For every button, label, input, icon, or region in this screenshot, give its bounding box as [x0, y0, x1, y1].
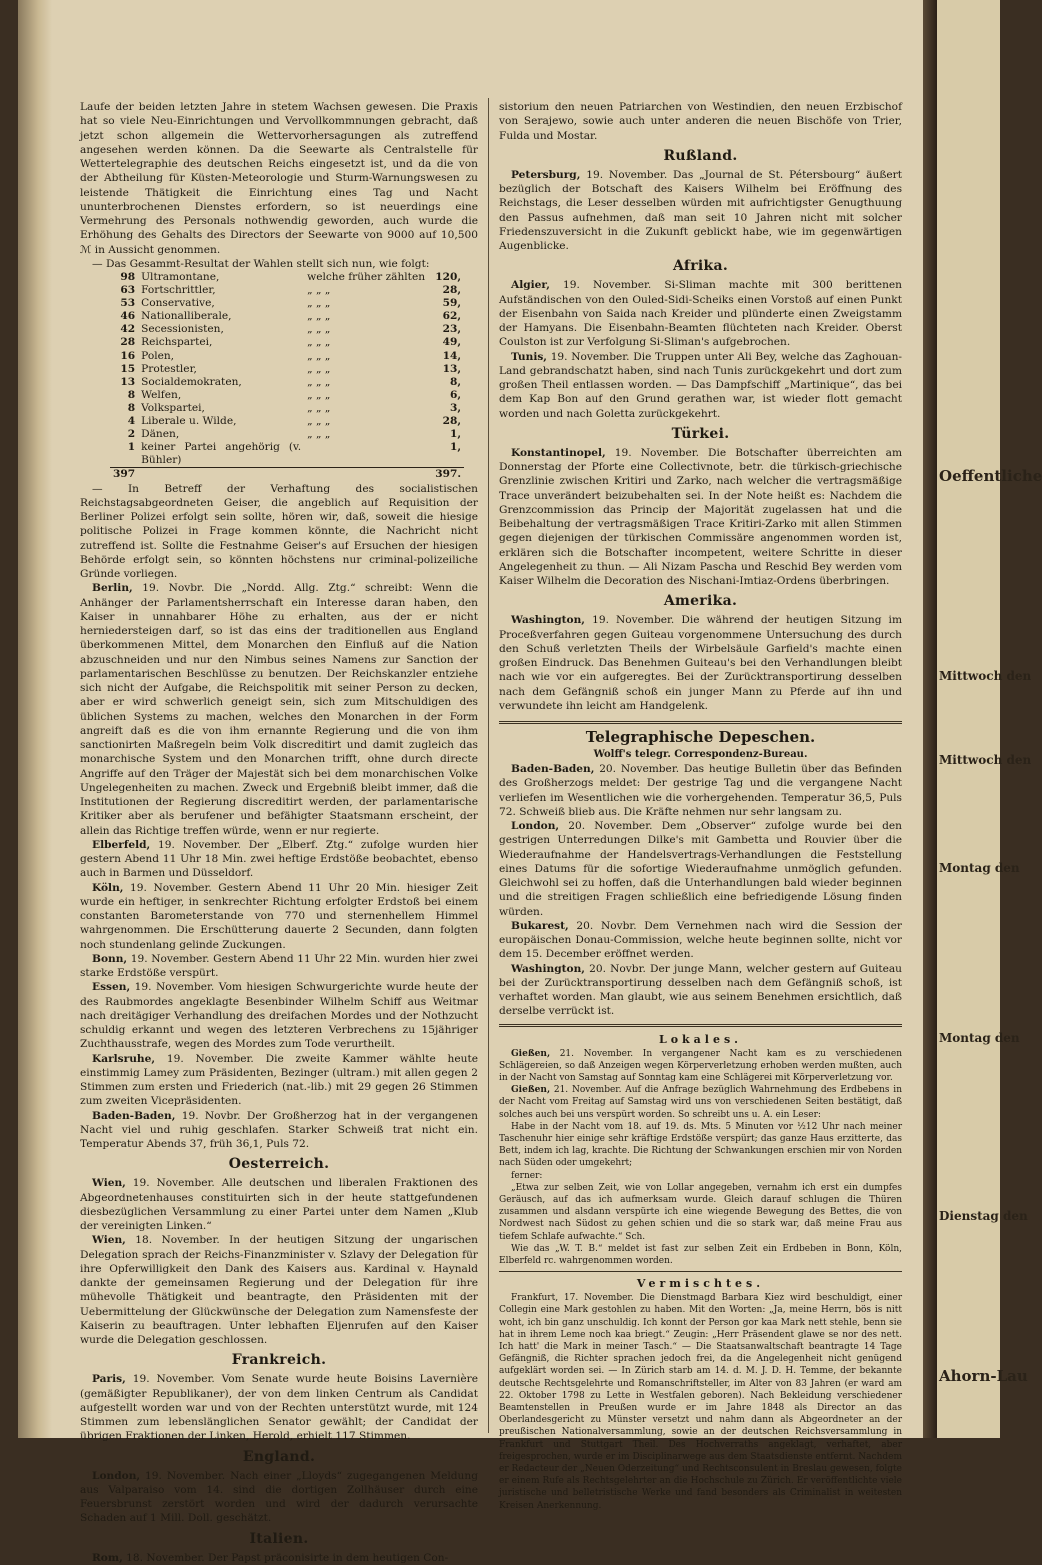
election-cell-party: Liberale u. Wilde,	[141, 415, 237, 428]
heading-oesterreich: Oesterreich.	[228, 1156, 330, 1173]
dateline-giessen-1: Gießen,	[511, 1048, 551, 1059]
text-petersburg: 19. November. Das „Journal de St. Pétersbourg“ äußert bezüglich der Botschaft des Kaisers Wilhelm bei Eröffnung des Reichstags, die Leser desselben würden mit aufrichtigster Genugthuung den Passus aufnehmen, daß man seit 10 Jahren nicht mit solcher Friedenszuversicht in die Zukunft geblickt habe, wie im gegenwärtigen Augenblicke.	[499, 168, 902, 252]
dateline-baden-2: Baden-Baden,	[511, 763, 595, 775]
election-row	[110, 297, 464, 310]
divider-vermischtes	[499, 1271, 902, 1272]
next-heading-montag-1: Montag den	[939, 861, 1020, 875]
election-row	[110, 402, 464, 415]
election-cell-n: 13	[120, 375, 136, 388]
article-washington-2	[499, 962, 902, 1019]
election-row	[110, 310, 464, 323]
dateline-bonn: Bonn,	[92, 952, 128, 965]
total-now: 397	[110, 468, 138, 482]
election-cell-party: Nationalliberale,	[141, 310, 232, 323]
dateline-london-2: London,	[511, 820, 560, 832]
election-cell-n: 2	[127, 428, 136, 441]
heading-italien: Italien.	[249, 1530, 309, 1547]
election-row	[110, 389, 464, 402]
article-essen	[80, 980, 478, 1051]
election-cell-prev: 28,	[442, 284, 462, 297]
dateline-berlin: Berlin,	[92, 582, 133, 595]
dateline-wien-2: Wien,	[92, 1234, 126, 1247]
election-results-table	[110, 271, 464, 482]
election-cell-party: Fortschrittler,	[141, 284, 216, 297]
election-cell-note: „ „ „	[307, 297, 331, 310]
election-cell-prev: 23,	[442, 323, 462, 336]
article-bonn	[80, 952, 478, 981]
election-cell-note: „ „ „	[307, 284, 331, 297]
election-cell-prev: 49,	[442, 336, 462, 349]
article-algier	[499, 278, 902, 349]
text-washington-1: 19. November. Die während der heutigen Sitzung im Proceßverfahren gegen Guiteau vorgenommene Untersuchung des durch den Schuß verletzten Theils der Wirbelsäule Garfield's machte einen großen Eindruck. Das Benehmen Guiteau's bei den Verhandlungen bleibt nach wie vor ein aufgeregtes. Bei der Zurücktransportirung desselben nach dem Gefängniß schoß ein junger Mann zu Pferde auf ihn und verwundete ihn leicht am Handgelenk.	[499, 614, 902, 712]
article-paris	[80, 1372, 478, 1443]
election-cell-prev: 59,	[442, 297, 462, 310]
election-row	[110, 428, 464, 441]
text-wien-2: 18. November. In der heutigen Sitzung der ungarischen Delegation sprach der Reichs-Finanzminister v. Szlavy der Delegation für ihre Opferwilligkeit den Dank des Kaisers aus. Kardinal v. Haynald dankte der gemeinsamen Regierung und der Delegation für ihre mühevolle Thätigkeit und beantragte, den Präsidenten mit der Uebermittelung der Glückwünsche der Delegation zum Namensfeste der Kaiserin zu beauftragen. Unter lebhaften Eljenrufen auf den Kaiser wurde die Delegation geschlossen.	[80, 1234, 478, 1346]
election-cell-n: 16	[120, 349, 136, 362]
text-tunis: 19. November. Die Truppen unter Ali Bey, welche das Zaghouan-Land gebrandschatzt haben, sind nach Tunis zurückgekehrt und dort zum großen Theil entlassen worden. — Das Dampfschiff „Martinique“, das bei dem Kap Bon auf den Grund gerathen war, ist wieder flott gemacht worden und nach Goletta zurückgekehrt.	[499, 350, 902, 420]
heading-england: England.	[242, 1448, 316, 1465]
election-cell-prev: 28,	[442, 415, 462, 428]
election-cell-party: Volkspartei,	[141, 401, 205, 414]
book-fold-shadow	[923, 0, 937, 1438]
newspaper-page	[18, 0, 923, 1564]
text-london-1: 19. November. Nach einer „Lloyds“ zugegangenen Meldung aus Valparaiso vom 14. sind die dortigen Zollhäuser durch eine Feuersbrunst zerstört worden und wird der dadurch verursachte Schaden auf 1 Mill. Doll. geschätzt.	[80, 1469, 478, 1525]
election-cell-party: Reichspartei,	[141, 336, 213, 349]
heading-lokales: Lokales.	[658, 1032, 743, 1046]
election-cell-n: 8	[127, 401, 136, 414]
text-bukarest: 20. Novbr. Dem Vernehmen nach wird die Session der europäischen Donau-Commission, welche heute beginnen sollte, nicht vor dem 15. December eröffnet werden.	[499, 919, 902, 961]
election-cell-note: welche früher zählten	[307, 271, 426, 283]
election-cell-party: Protestler,	[141, 362, 197, 375]
election-cell-party: Dänen,	[141, 428, 180, 441]
election-cell-n: 1	[127, 441, 136, 454]
dateline-algier: Algier,	[511, 279, 550, 292]
election-cell-prev: 1,	[449, 428, 462, 441]
article-london-1	[80, 1469, 478, 1526]
article-vermischtes: Frankfurt, 17. November. Die Dienstmagd Barbara Kiez wird beschuldigt, einer Collegin eine Mark gestohlen zu haben. Mit den Worten: „Ja, meine Herrn, bös is nitt woht, ich bin ganz unschuldig. Ich konnt der Person gor kaa Mark nett stehle, benn sie hat in ihrem Leme noch kaa briegt.“ Zeugin: „Herr Präsendent glawe se nor des nett. Ich hatt' die Mark in meiner Tasch.“ — Die Staatsanwaltschaft beantragte 14 Tage Gefängniß, die Richter sprachen jedoch frei, da die Angelegenheit nicht genügend aufgeklärt worden sei. — In Zürich starb am 14. d. M. J. D. H. Temme, der bekannte deutsche Rechtsgelehrte und Romanschriftsteller, im Alter von 83 Jahren (er ward am 22. Oktober 1798 zu Lette in Westfalen geboren). Nach Bekleidung verschiedener Beamtenstellen in Preußen wurde er im Jahre 1848 als Director an das Oberlandesgericht zu Münster versetzt und nahm dann als Abgeordneter an der preußischen Nationalversammlung, sowie an der deutschen Reichsversammlung in Frankfurt und Stuttgart Theil. Des Hochverraths angeklagt, verhaftet, aber freigesprochen, wurde er im Disciplinarwege aus dem Staatsdienste entfernt. Nachdem er Redacteur der „Neuen Oderzeitung“ und Rechtsconsulent in Breslau gewesen, folgte er einem Rufe als Rechtsgelehrter an die Hochschule zu Zürich. Er veröffentlichte viele juristische und belletristische Werke und fand besonders als Criminalist in weitesten Kreisen Anerkennung.	[499, 1293, 902, 1511]
next-heading-mittwoch-2: Mittwoch den	[939, 753, 1032, 767]
election-row	[110, 284, 464, 297]
article-giessen-2	[499, 1084, 902, 1121]
column-right	[499, 100, 902, 1512]
article-konstantinopel	[499, 446, 902, 589]
dateline-essen: Essen,	[92, 981, 131, 994]
text-elberfeld: 19. November. Der „Elberf. Ztg.“ zufolge wurden hier gestern Abend 11 Uhr 18 Min. zwei heftige Erdstöße beobachtet, ebenso auch in Barmen und Düsseldorf.	[80, 838, 478, 880]
text-konstantinopel: 19. November. Die Botschafter überreichten am Donnerstag der Pforte eine Collectivnote, betr. die türkisch-griechische Grenzlinie zwischen Kritiri und Zarko, nach welcher die vertragsmäßige Trace unverändert beizubehalten sei. In der Note heißt es: Nachdem die Grenzcommission das Princip der Majorität zugelassen hat und die Beibehaltung der vertragsmäßigen Trace Kritiri-Zarko mit allen Stimmen gegen diejenigen der türkischen Commissäre angenommen worden ist, erklären sich die Botschafter incompetent, weitere Schritte in dieser Angelegenheit zu thun. — Ali Nizam Pascha und Reschid Bey werden vom Kaiser Wilhelm die Decoration des Nischani-Imtiaz-Ordens überbringen.	[499, 446, 902, 587]
dateline-paris: Paris,	[92, 1373, 126, 1386]
text-algier: 19. November. Si-Sliman machte mit 300 berittenen Aufständischen von den Ouled-Sidi-Scheiks einen Vorstoß auf einen Punkt der Eisenbahn von Saida nach Kreider und plünderte einen Zweigstamm der Hamyans. Die Eisenbahn-Beamten flüchteten nach Kreider. Oberst Coulston ist zur Verfolgung Si-Sliman's aufgebrochen.	[499, 279, 902, 349]
lokales-section	[499, 1048, 902, 1268]
column-divider	[488, 98, 489, 1433]
divider-lokales	[499, 1024, 902, 1027]
dateline-koeln: Köln,	[92, 881, 124, 894]
election-intro: — Das Gesammt-Resultat der Wahlen stellt sich nun, wie folgt:	[92, 257, 430, 270]
article-seewarte: Laufe der beiden letzten Jahre in stetem Wachsen gewesen. Die Praxis hat so viele Neu-Einrichtungen und Vervollkommnungen gebracht, daß jetzt schon allgemein die Wettervorhersagungen als zutreffend angesehen werden können. Da die Seewarte als Centralstelle für Wettertelegraphie des deutschen Reichs eingesetzt ist, und da die von der Abtheilung für Küsten-Meteorologie und Sturm-Warnungswesen zu leistende Thätigkeit die Einrichtung eines Tag und Nacht ununterbrochenen Dienstes erfordern, so ist neuerdings eine Vermehrung des Personals nothwendig geworden, auch wurde die Erhöhung des Gehalts des Directors der Seewarte von 9000 auf 10,500 ℳ in Aussicht genommen.	[80, 101, 478, 256]
election-cell-party: Welfen,	[141, 388, 182, 401]
dateline-washington-2: Washington,	[511, 962, 585, 975]
reader-ferner: ferner:	[511, 1170, 543, 1181]
election-cell-party: Polen,	[141, 349, 175, 362]
dateline-petersburg: Petersburg,	[511, 168, 581, 181]
article-london-2	[499, 819, 902, 919]
article-bukarest	[499, 919, 902, 962]
text-baden-2: 20. November. Das heutige Bulletin über das Befinden des Großherzogs meldet: Der gestrige Tag und die vergangene Nacht verliefen im Wesentlichen wie die vorhergehenden. Temperatur 36,5, Puls 72. Schweiß blieb aus. Die Kräfte nehmen nur sehr langsam zu.	[499, 763, 902, 818]
heading-amerika: Amerika.	[663, 593, 738, 610]
election-cell-party: Ultramontane,	[141, 271, 220, 283]
election-row	[110, 271, 464, 284]
election-cell-prev: 62,	[442, 310, 462, 323]
vermischtes-section	[499, 1292, 902, 1512]
reader-quote-1: Habe in der Nacht vom 18. auf 19. ds. Mts. 5 Minuten vor ½12 Uhr nach meiner Taschenuhr hier einige sehr kräftige Erdstöße verspürt; das ganze Haus erzitterte, das Bett, indem ich lag, krachte. Die Richtung der Schwankungen erschien mir von Norden nach Süden oder umgekehrt;	[499, 1121, 902, 1169]
text-berlin: 19. Novbr. Die „Nordd. Allg. Ztg.“ schreibt: Wenn die Anhänger der Parlamentsherrschaft ein Interesse daran haben, den Kaiser in unnahbarer Höhe zu erhalten, aus der er nicht herniedersteigen darf, so ist das eins der traditionellen aus England überkommenen Mittel, dem Monarchen den Einfluß auf die Nation abzuschneiden und nur den Nimbus seines Namens zur Sanction der parlamentarischen Beschlüsse zu benutzen. Der Reichskanzler entziehe sich nicht der Aufgabe, die Reichspolitik mit seiner Person zu decken, aber er wird schwerlich geneigt sein, sich zum Mitschuldigen des üblichen Systems zu machen, welches den Monarchen in der Form angreift daß es die von ihm ernannte Regierung und die von ihm sanctionirten Maßregeln beim Volk discreditirt und damit zugleich das monarchische System und den Monarchen trifft, ohne durch directe Angriffe auf den Träger der Majestät sich bei dem monarchischen Volke Ungelegenheiten zu machen. Zweck und Ergebniß bleibt immer, daß die Institutionen der Regierung discreditirt werden, der parlamentarische Kritiker aber als berufener und befähigter Staatsmann erscheint, der allein das Richtige treffen würde, wenn er nur regierte.	[80, 582, 478, 837]
election-cell-n: 63	[120, 284, 136, 297]
text-karlsruhe: 19. November. Die zweite Kammer wählte heute einstimmig Lamey zum Präsidenten, Bezinger (ultram.) mit allen gegen 2 Stimmen zum ersten und Friederich (nat.-lib.) mit 29 gegen 26 Stimmen zum zweiten Vicepräsidenten.	[80, 1052, 478, 1108]
dateline-washington-1: Washington,	[511, 614, 585, 627]
election-cell-note: „ „ „	[307, 375, 331, 388]
dateline-karlsruhe: Karlsruhe,	[92, 1052, 156, 1065]
next-heading-ahorn: Ahorn-Lau	[939, 1367, 1028, 1385]
text-koeln: 19. November. Gestern Abend 11 Uhr 20 Min. hiesiger Zeit wurde ein heftiger, in senkrechter Richtung erfolgter Erdstoß bei einem constanten Barometerstande von 770 und sternenhellem Himmel wahrgenommen. Die Erschütterung dauerte 2 Secunden, dann folgten noch stundenlang gelinde Zuckungen.	[80, 881, 478, 951]
article-washington-1	[499, 613, 902, 713]
text-bonn: 19. November. Gestern Abend 11 Uhr 22 Min. wurden hier zwei starke Erdstöße verspürt.	[80, 952, 478, 979]
election-cell-prev: 120,	[435, 271, 462, 283]
heading-telegraphische-depeschen: Telegraphische Depeschen.	[499, 721, 902, 748]
election-cell-n: 15	[120, 362, 136, 375]
page-spine-shadow	[18, 0, 52, 1438]
election-cell-n: 42	[120, 323, 136, 336]
election-row	[110, 336, 464, 349]
text-giessen-1: 21. November. In vergangener Nacht kam es zu verschiedenen Schlägereien, so daß Anzeigen wegen Körperverletzung erhoben werden mußten, auch in der Nacht von Samstag auf Sonntag kam eine Schlägerei mit Körperverletzung vor.	[499, 1048, 902, 1083]
election-cell-prev: 14,	[442, 349, 462, 362]
election-row	[110, 350, 464, 363]
total-prev: 397.	[428, 468, 464, 482]
election-cell-prev: 13,	[442, 362, 462, 375]
next-heading-oeffentliche: Oeffentliche	[939, 467, 1042, 485]
article-rom-continued: sistorium den neuen Patriarchen von Westindien, den neuen Erzbischof von Serajewo, sowie auch unter anderen die neuen Bischöfe von Trier, Fulda und Mostar.	[499, 101, 902, 142]
election-cell-prev: 8,	[449, 375, 462, 388]
heading-afrika: Afrika.	[672, 258, 729, 275]
heading-tuerkei: Türkei.	[671, 425, 730, 442]
election-cell-prev: 3,	[449, 401, 462, 414]
article-koeln	[80, 881, 478, 952]
dateline-rom: Rom,	[92, 1551, 123, 1564]
election-row	[110, 441, 464, 468]
dateline-baden: Baden-Baden,	[92, 1109, 176, 1122]
heading-frankreich: Frankreich.	[231, 1352, 327, 1369]
text-washington-2: 20. Novbr. Der junge Mann, welcher gestern auf Guiteau bei der Zurücktransportirung desselben nach dem Gefängniß schoß, ist verhaftet worden. Man glaubt, wie aus seinem Benehmen ersichtlich, daß derselbe verrückt ist.	[499, 962, 902, 1018]
election-cell-prev: 6,	[449, 388, 462, 401]
election-cell-n: 28	[120, 336, 136, 349]
election-row	[110, 376, 464, 389]
election-cell-note: „ „ „	[307, 388, 331, 401]
election-cell-note: „ „ „	[307, 401, 331, 414]
election-cell-note	[304, 441, 428, 468]
dateline-wien-1: Wien,	[92, 1177, 126, 1190]
election-cell-n: 8	[127, 388, 136, 401]
text-london-2: 20. November. Dem „Observer“ zufolge wurde bei den gestrigen Unterredungen Dilke's mit Gambetta und Rouvier über die Wiederaufnahme der Handelsvertrags-Verhandlungen die Feststellung eines Datums für die sofortige Wiederaufnahme unmöglich gefunden. Gleichwohl sei zu hoffen, daß die Unterhandlungen bald wieder beginnen und die streitigen Fragen schließlich eine befriedigende Lösung finden würden.	[499, 820, 902, 918]
article-giessen-1	[499, 1048, 902, 1085]
election-cell-note: „ „ „	[307, 415, 331, 428]
column-left	[80, 100, 478, 1565]
article-rom	[80, 1551, 478, 1565]
article-berlin	[80, 581, 478, 838]
election-cell-note: „ „ „	[307, 336, 331, 349]
election-row	[110, 323, 464, 336]
article-baden	[80, 1109, 478, 1152]
dateline-giessen-2: Gießen,	[511, 1085, 551, 1096]
dateline-tunis: Tunis,	[511, 350, 547, 363]
dateline-london-1: London,	[92, 1469, 141, 1482]
article-geiser: — In Betreff der Verhaftung des socialistischen Reichstagsabgeordneten Geiser, die angeblich auf Requisition der Berliner Polizei erfolgt sein sollte, hören wir, daß, soweit die hiesige politische Polizei in Frage kommen könnte, die Nachricht nicht zutreffend ist. Sollte die Festnahme Geiser's auf Ersuchen der hiesigen Behörde erfolgt sein, so könnten höchstens nur criminal-polizeiliche Gründe vorliegen.	[80, 482, 478, 580]
heading-vermischtes: Vermischtes.	[636, 1277, 765, 1291]
article-karlsruhe	[80, 1052, 478, 1109]
election-cell-n: 46	[120, 310, 136, 323]
article-wien-1	[80, 1176, 478, 1233]
subheading-wolff-bureau: Wolff's telegr. Correspondenz-Bureau.	[593, 749, 808, 760]
election-cell-party: Secessionisten,	[141, 323, 224, 336]
text-essen: 19. November. Vom hiesigen Schwurgerichte wurde heute der des Raubmordes angeklagte Besenbinder Wilhelm Schiff aus Weitmar nach dreitägiger Verhandlung des dreifachen Mordes und der Nothzucht schuldig erkannt und wegen des letzteren Verbrechens zu 15jähriger Zuchthausstrafe, wegen des Mordes zum Tode verurtheilt.	[80, 981, 478, 1051]
reader-quote-2: „Etwa zur selben Zeit, wie von Lollar angegeben, vernahm ich erst ein dumpfes Geräusch, auf das ich aufmerksam wurde. Gleich darauf schlugen die Thüren zusammen und alsdann verspürte ich eine wiegende Bewegung des Bettes, die von Nordwest nach Südost zu gehen schien und die so stark war, daß meine Frau aus tiefem Schlafe aufwachte.“ Sch.	[499, 1182, 902, 1242]
election-cell-n: 53	[120, 297, 136, 310]
adjacent-page-edge	[937, 0, 1042, 1438]
dateline-bukarest: Bukarest,	[511, 919, 569, 932]
text-rom: 18. November. Der Papst präconisirte in dem heutigen Con-	[122, 1551, 449, 1564]
article-tunis	[499, 350, 902, 421]
text-baden: 19. Novbr. Der Großherzog hat in der vergangenen Nacht viel und ruhig geschlafen. Starker Schweiß trat nicht ein. Temperatur Abends 37, früh 36,1, Puls 72.	[80, 1109, 478, 1150]
election-cell-note: „ „ „	[307, 323, 331, 336]
election-row	[110, 415, 464, 428]
election-cell-prev: 1,	[449, 441, 462, 454]
election-cell-note: „ „ „	[307, 428, 331, 441]
election-cell-party: keiner Partei angehörig (v. Bühler)	[141, 441, 302, 467]
election-row	[110, 363, 464, 376]
dateline-konstantinopel: Konstantinopel,	[511, 446, 606, 459]
text-wien-1: 19. November. Alle deutschen und liberalen Fraktionen des Abgeordnetenhauses constituirten sich in der heute stattgefundenen diesbezüglichen Versammlung zu einer Partei unter dem Namen „Klub der vereinigten Linken.“	[80, 1177, 478, 1232]
next-heading-mittwoch-1: Mittwoch den	[939, 669, 1032, 683]
election-total-row	[110, 468, 464, 482]
article-wien-2	[80, 1233, 478, 1347]
heading-russland: Rußland.	[663, 147, 738, 164]
election-cell-note: „ „ „	[307, 362, 331, 375]
election-cell-party: Socialdemokraten,	[141, 375, 242, 388]
next-heading-montag-2: Montag den	[939, 1031, 1020, 1045]
article-petersburg	[499, 168, 902, 254]
election-cell-n: 98	[120, 271, 136, 283]
text-giessen-2: 21. November. Auf die Anfrage bezüglich Wahrnehmung des Erdbebens in der Nacht vom Freitag auf Samstag wird uns von verschiedenen Seiten bestätigt, daß solches auch bei uns verspürt worden. So schreibt uns u. A. ein Leser:	[499, 1085, 902, 1120]
reader-quote-3: Wie das „W. T. B.“ meldet ist fast zur selben Zeit ein Erdbeben in Bonn, Köln, Elberfeld rc. wahrgenommen worden.	[499, 1243, 902, 1266]
article-baden-2	[499, 762, 902, 819]
dateline-elberfeld: Elberfeld,	[92, 838, 151, 851]
election-cell-note: „ „ „	[307, 310, 331, 323]
next-heading-dienstag: Dienstag den	[939, 1209, 1028, 1223]
election-cell-party: Conservative,	[141, 297, 215, 310]
text-paris: 19. November. Vom Senate wurde heute Boisins Lavernière (gemäßigter Republikaner), der von dem linken Centrum als Candidat aufgestellt worden war und von der Rechten unterstützt wurde, mit 124 Stimmen zum lebenslänglichen Senator gewählt; der Candidat der übrigen Fraktionen der Linken, Herold, erhielt 117 Stimmen.	[80, 1373, 478, 1443]
election-cell-n: 4	[127, 415, 136, 428]
article-elberfeld	[80, 838, 478, 881]
election-cell-note: „ „ „	[307, 349, 331, 362]
